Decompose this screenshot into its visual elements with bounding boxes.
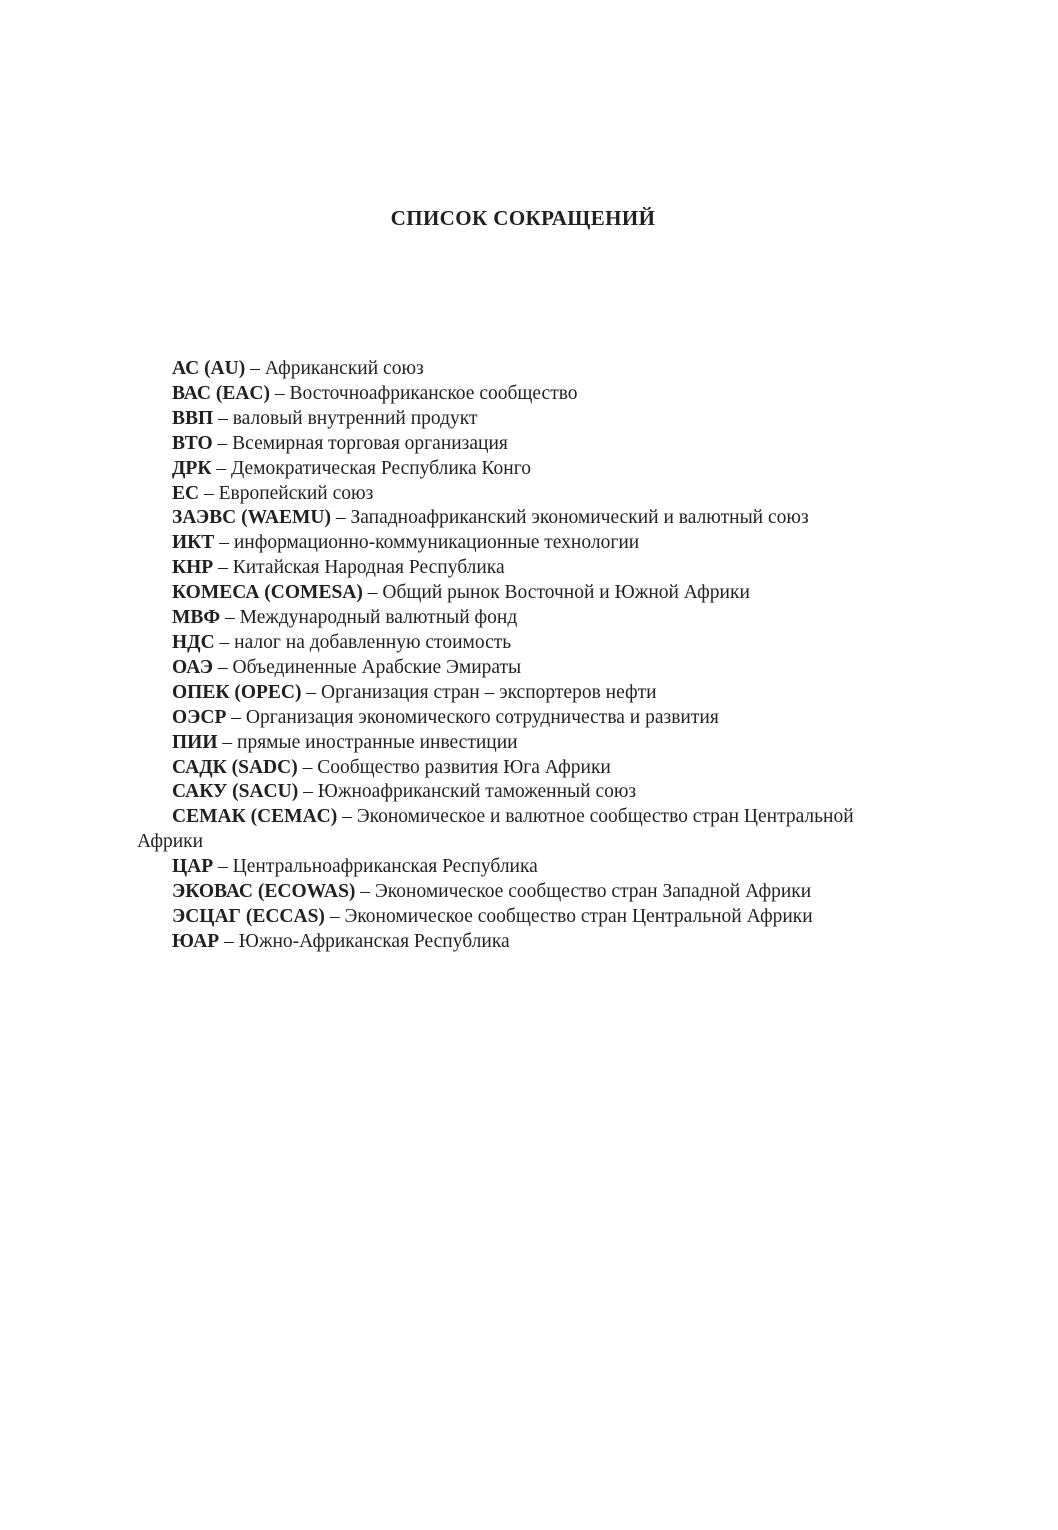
abbreviation-term: ЮАР (172, 930, 220, 952)
abbreviation-term: КНР (172, 557, 214, 579)
abbreviation-definition: Объединенные Арабские Эмираты (232, 656, 522, 678)
list-item (137, 556, 922, 581)
separator-dash: – (245, 358, 265, 379)
list-item (137, 706, 922, 731)
list-item (137, 731, 922, 756)
list-item (137, 407, 922, 432)
separator-dash: – (213, 407, 233, 429)
abbreviation-term: ЦАР (172, 856, 214, 878)
abbreviation-term: ОПЕК (OPEC) (172, 681, 302, 703)
abbreviation-definition: Южноафриканский таможенный союз (317, 781, 637, 803)
abbreviation-term: ЭСЦАГ (ECCAS) (172, 905, 325, 927)
list-item (137, 506, 922, 531)
list-item (137, 531, 922, 556)
abbreviation-term: КОМЕСА (COMESA) (172, 582, 363, 604)
list-item (137, 855, 922, 880)
abbreviation-term: ОЭСР (172, 706, 227, 728)
abbreviation-term: АС (AU) (172, 358, 246, 379)
separator-dash: – (213, 656, 233, 678)
abbreviation-term: ВВП (172, 407, 214, 429)
abbreviation-definition: Международный валютный фонд (239, 607, 518, 629)
abbreviation-term: ДРК (172, 457, 212, 479)
abbreviation-definition: валовый внутренний продукт (232, 407, 478, 429)
separator-dash: – (362, 582, 383, 604)
abbreviation-definition: Экономическое сообщество стран Центральной Африки (344, 905, 813, 927)
abbreviation-definition: прямые иностранные инвестиции (237, 731, 518, 753)
abbreviation-definition: Экономическое сообщество стран Западной Африки (374, 881, 812, 903)
abbreviation-term: ОАЭ (172, 656, 214, 678)
separator-dash: – (226, 706, 246, 728)
list-item (137, 805, 922, 855)
abbreviation-definition: Сообщество развития Юга Африки (317, 756, 611, 778)
separator-dash: – (212, 432, 233, 454)
abbreviation-definition: Африканский союз (264, 358, 424, 379)
abbreviation-definition: информационно-коммуникационные технологии (233, 532, 640, 554)
abbreviation-term: ВАС (EAC) (172, 382, 271, 404)
abbreviation-definition: Всемирная торговая организация (232, 432, 508, 454)
abbreviation-definition: Западноафриканский экономический и валютный союз (350, 507, 809, 529)
separator-dash: – (213, 557, 233, 579)
separator-dash: – (219, 930, 239, 952)
abbreviation-term: ВТО (172, 432, 213, 454)
abbreviation-term: ЕС (172, 482, 200, 504)
list-item (137, 581, 922, 606)
list-item (137, 780, 922, 805)
abbreviation-term: САКУ (SACU) (172, 781, 299, 803)
separator-dash: – (330, 507, 351, 529)
separator-dash: – (301, 681, 322, 703)
abbreviation-definition: Экономическое и валютное сообщество стран Центральной Африки (137, 806, 854, 853)
list-item (137, 756, 922, 781)
abbreviation-definition: налог на добавленную стоимость (234, 631, 512, 653)
separator-dash: – (298, 781, 318, 803)
abbreviation-definition: Восточноафриканское сообщество (289, 382, 578, 404)
abbreviation-term: СЕМАК (CEMAC) (172, 806, 338, 828)
list-item (137, 432, 922, 457)
list-item (137, 905, 922, 930)
separator-dash: – (270, 382, 290, 404)
page-title: СПИСОК СОКРАЩЕНИЙ (390, 206, 656, 230)
abbreviation-term: ПИИ (172, 731, 218, 753)
list-item (137, 656, 922, 681)
list-item (137, 681, 922, 706)
abbreviation-definition: Организация стран – экспортеров нефти (321, 681, 657, 703)
abbreviation-definition: Организация экономического сотрудничества и развития (245, 706, 719, 728)
separator-dash: – (214, 532, 234, 554)
abbreviation-term: МВФ (172, 607, 221, 629)
list-item (137, 930, 922, 955)
abbreviation-term: ЭКОВАС (ECOWAS) (172, 881, 356, 903)
separator-dash: – (217, 731, 238, 753)
abbreviation-definition: Южно-Африканская Республика (238, 930, 510, 952)
abbreviation-definition: Демократическая Республика Конго (230, 457, 531, 479)
abbreviation-term: ЗАЭВС (WAEMU) (172, 507, 331, 529)
list-item (137, 457, 922, 482)
separator-dash: – (355, 881, 375, 903)
abbreviation-definition: Европейский союз (218, 482, 374, 504)
list-item (137, 880, 922, 905)
separator-dash: – (220, 607, 240, 629)
abbreviation-definition: Китайская Народная Республика (232, 557, 505, 579)
list-item (137, 357, 922, 382)
abbreviations-list (137, 357, 922, 955)
abbreviation-definition: Общий рынок Восточной и Южной Африки (382, 582, 750, 604)
abbreviation-term: САДК (SADC) (172, 756, 298, 778)
list-item (137, 606, 922, 631)
separator-dash: – (324, 905, 345, 927)
list-item (137, 382, 922, 407)
separator-dash: – (337, 806, 357, 828)
abbreviation-definition: Центральноафриканская Республика (232, 856, 538, 878)
separator-dash: – (211, 457, 231, 479)
abbreviation-term: НДС (172, 631, 215, 653)
list-item (137, 482, 922, 507)
separator-dash: – (297, 756, 318, 778)
abbreviation-term: ИКТ (172, 532, 215, 554)
separator-dash: – (199, 482, 219, 504)
separator-dash: – (213, 856, 233, 878)
list-item (137, 631, 922, 656)
separator-dash: – (214, 631, 235, 653)
